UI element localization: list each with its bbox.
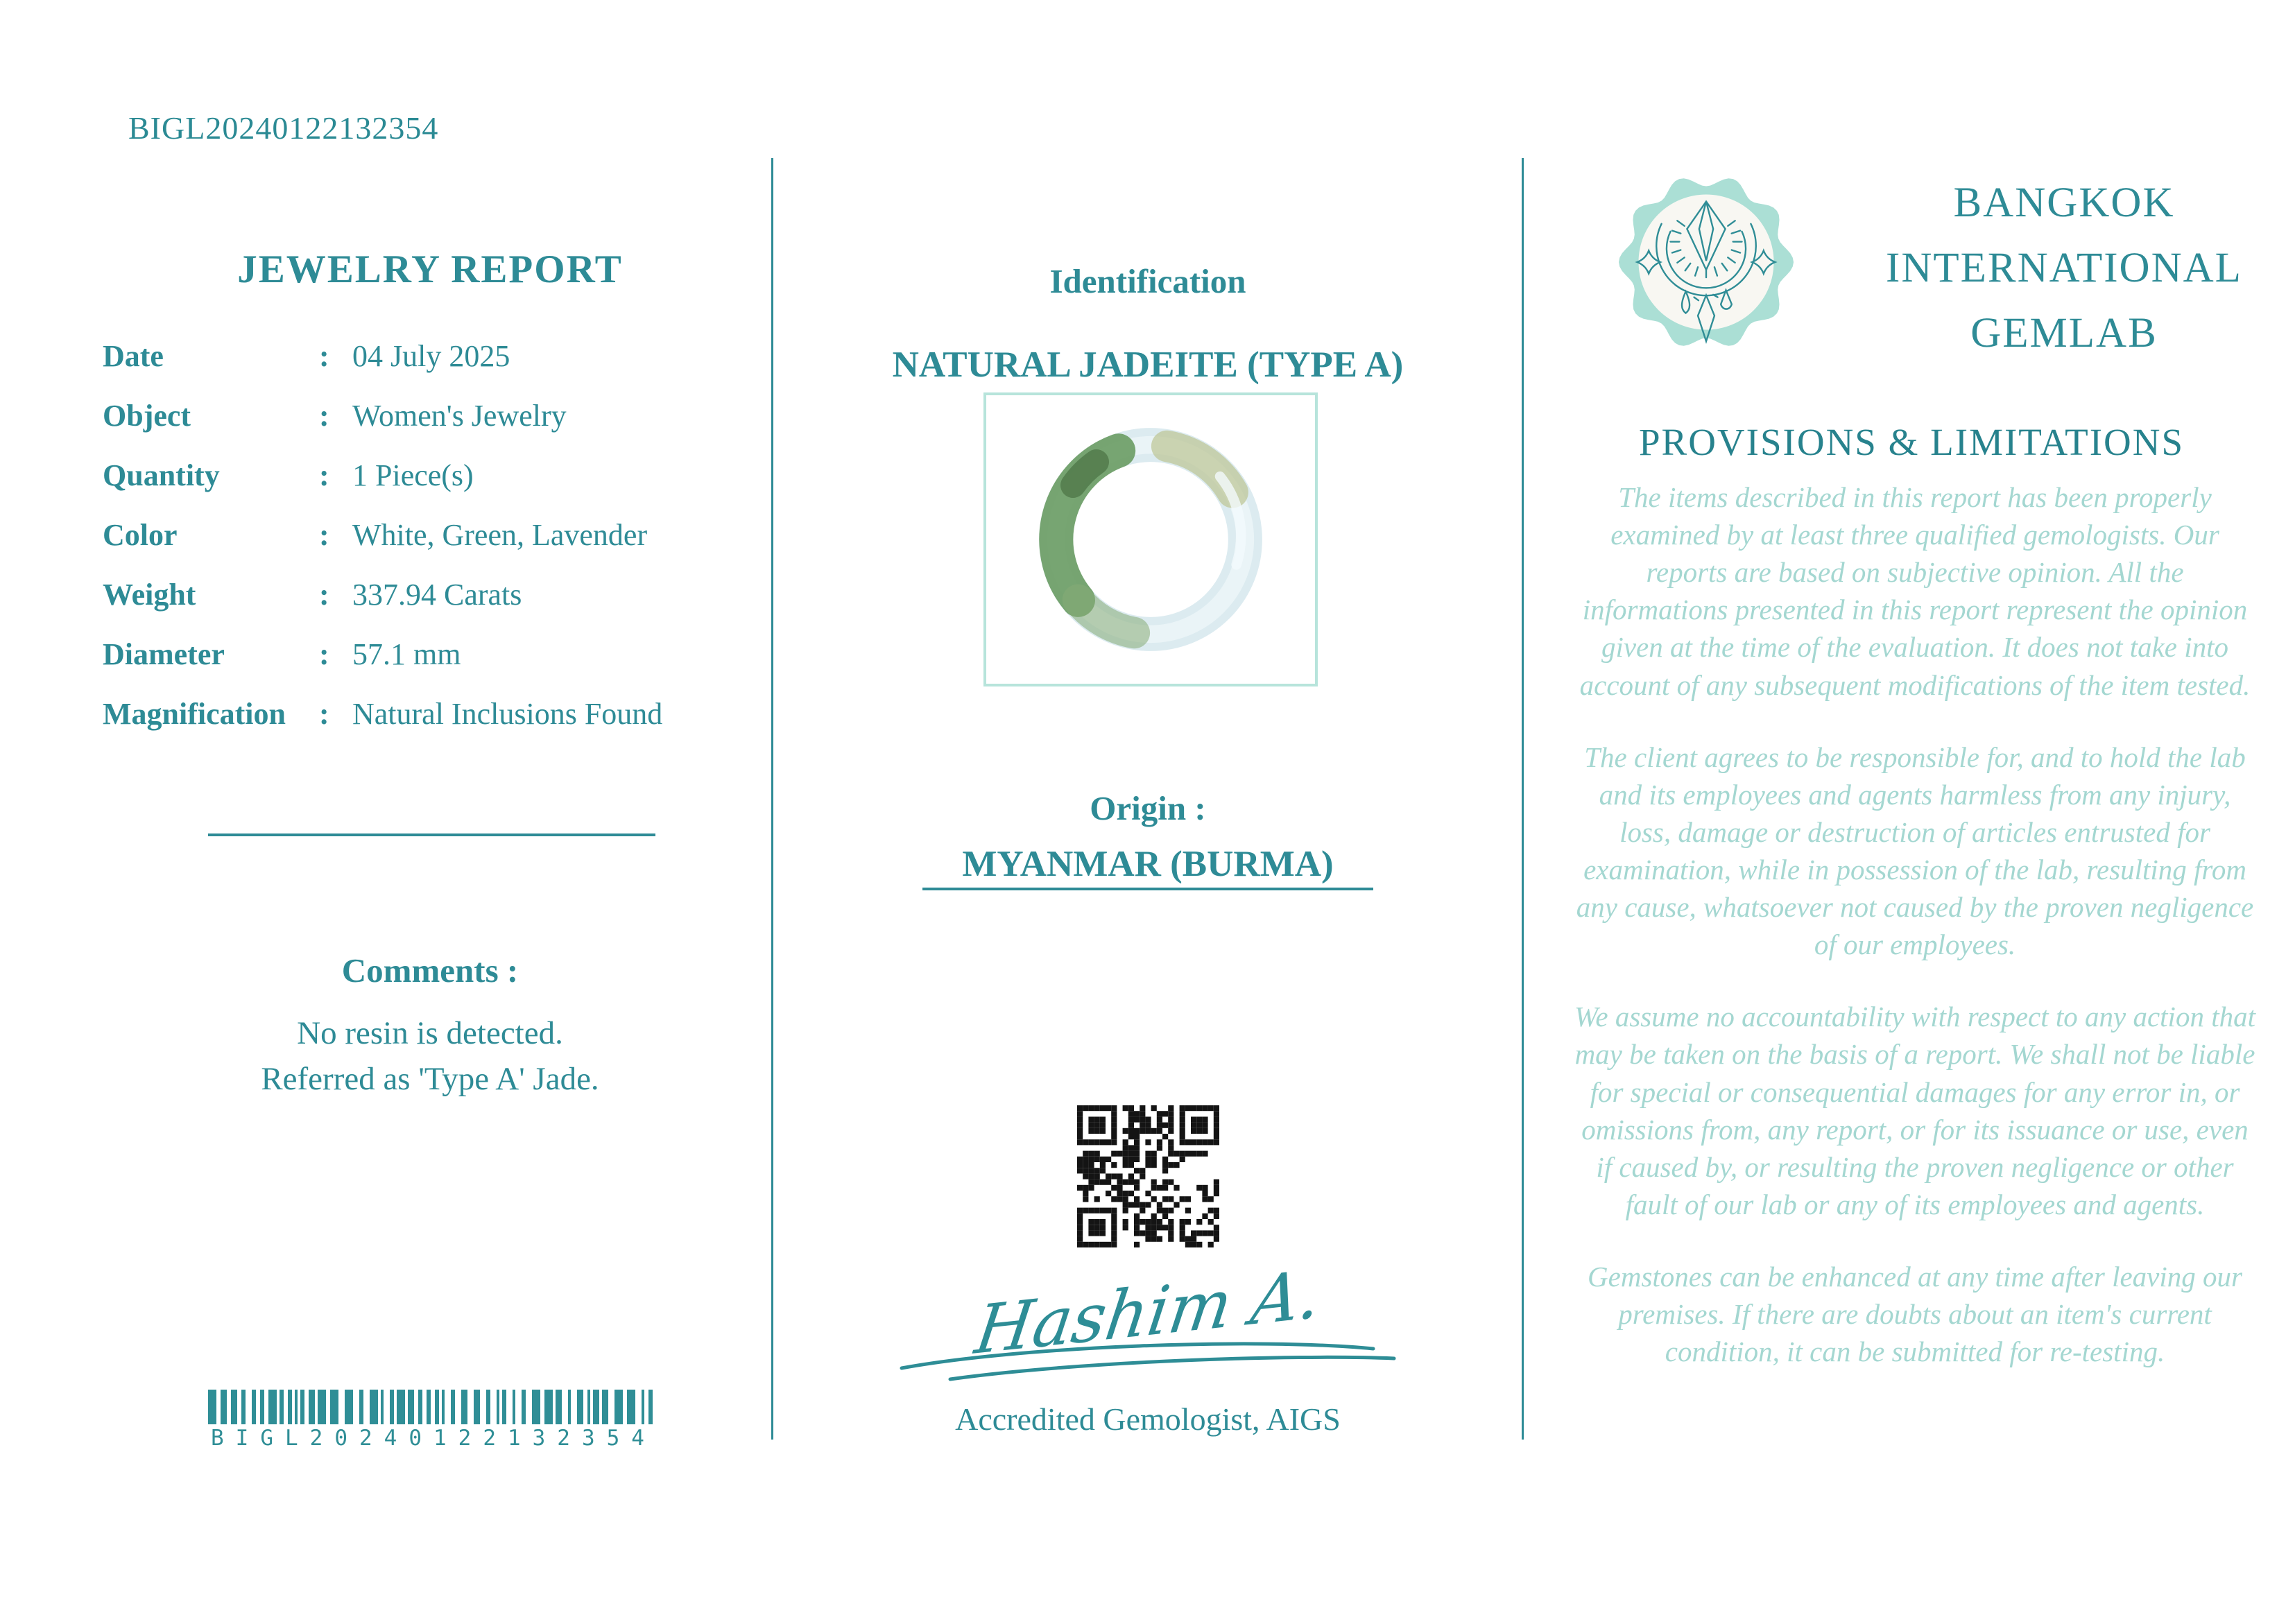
- identification-column: [773, 0, 1522, 1624]
- barcode-text: BIGL20240122132354: [211, 1426, 656, 1451]
- report-details-column: [97, 0, 763, 1624]
- field-label: Diameter: [103, 637, 225, 671]
- field-colon: :: [319, 339, 329, 373]
- provisions-text: [1572, 478, 2258, 1405]
- field-value: Women's Jewelry: [352, 399, 567, 433]
- jade-bangle-image: [1005, 401, 1296, 678]
- lab-name-line: INTERNATIONAL: [1886, 245, 2242, 291]
- field-value: White, Green, Lavender: [352, 518, 648, 552]
- field-label: Date: [103, 339, 164, 373]
- origin-label: Origin :: [1090, 789, 1206, 827]
- field-row-diameter: [103, 637, 755, 696]
- lab-logo: [1610, 165, 1802, 359]
- field-label: Color: [103, 518, 178, 552]
- field-colon: :: [319, 637, 329, 671]
- field-row-date: [103, 338, 755, 398]
- comment-line: No resin is detected.: [297, 1015, 563, 1051]
- field-colon: :: [319, 399, 329, 433]
- comments-heading: Comments :: [341, 951, 519, 990]
- field-value: 57.1 mm: [352, 637, 461, 671]
- field-value: Natural Inclusions Found: [352, 697, 663, 731]
- divider-line: [922, 888, 1373, 890]
- field-colon: :: [319, 697, 329, 731]
- qr-code-image: [1077, 1105, 1219, 1247]
- signature-name: Hashim A.: [970, 1255, 1326, 1370]
- qr-code: [1077, 1105, 1219, 1247]
- necklace-gem-badge-icon: [1610, 165, 1802, 359]
- provisions-paragraph: The client agrees to be responsible for, and to hold the lab and its employees and agents harmless from any injury, loss, damage or destruction of articles entrusted for examination, while in possession of the lab, resulting from any cause, whatsoever not caused by the proven negligence of our employees.: [1576, 741, 2254, 961]
- signature: [773, 1255, 1522, 1385]
- provisions-paragraph: The items described in this report has been properly examined by at least three qualified gemologists. Our reports are based on subjective opinion. All the informations presented in this report represent the opinion given at the time of the evaluation. It does not take into account of any subsequent modifications of the item tested.: [1579, 481, 2251, 701]
- lab-name-line: BANGKOK: [1953, 180, 2175, 226]
- gemologist-title: Accredited Gemologist, AIGS: [955, 1401, 1341, 1437]
- field-colon: :: [319, 518, 329, 552]
- provisions-heading: PROVISIONS & LIMITATIONS: [1638, 421, 2185, 463]
- field-row-magnification: [103, 696, 755, 756]
- field-label: Magnification: [103, 697, 286, 731]
- report-number: BIGL20240122132354: [128, 110, 439, 146]
- origin-value: MYANMAR (BURMA): [962, 843, 1334, 884]
- barcode-bars: [208, 1390, 659, 1424]
- provisions-paragraph: Gemstones can be enhanced at any time after leaving our premises. If there are doubts about an item's current condition, it can be submitted for re-testing.: [1588, 1260, 2242, 1368]
- comment-line: Referred as 'Type A' Jade.: [261, 1061, 599, 1097]
- field-value: 337.94 Carats: [352, 578, 522, 612]
- field-value: 1 Piece(s): [352, 458, 474, 492]
- report-title: JEWELRY REPORT: [237, 248, 623, 292]
- lab-name-line: GEMLAB: [1970, 310, 2158, 356]
- identification-heading: Identification: [1049, 262, 1246, 300]
- lab-column: [1523, 0, 2295, 1624]
- jade-bangle-photo: [983, 392, 1318, 686]
- field-row-weight: [103, 577, 755, 637]
- divider-line: [208, 833, 655, 836]
- field-row-object: [103, 398, 755, 458]
- field-label: Quantity: [103, 458, 220, 492]
- barcode: [208, 1390, 659, 1451]
- field-label: Object: [103, 399, 191, 433]
- identification-result: NATURAL JADEITE (TYPE A): [892, 344, 1404, 385]
- field-label: Weight: [103, 578, 196, 612]
- lab-name: [1828, 171, 2295, 366]
- provisions-paragraph: We assume no accountability with respect to any action that may be taken on the basis of a report. We shall not be liable for special or consequential damages for any error in, or omissions from, any report, or for its issuance or use, even if caused by, or resulting the proven negligence or other fault of our lab or any of its employees and agents.: [1574, 1001, 2255, 1220]
- field-colon: :: [319, 578, 329, 612]
- field-row-color: [103, 517, 755, 577]
- field-value: 04 July 2025: [352, 339, 510, 373]
- field-colon: :: [319, 458, 329, 492]
- field-row-quantity: [103, 458, 755, 517]
- report-fields-table: [103, 338, 755, 756]
